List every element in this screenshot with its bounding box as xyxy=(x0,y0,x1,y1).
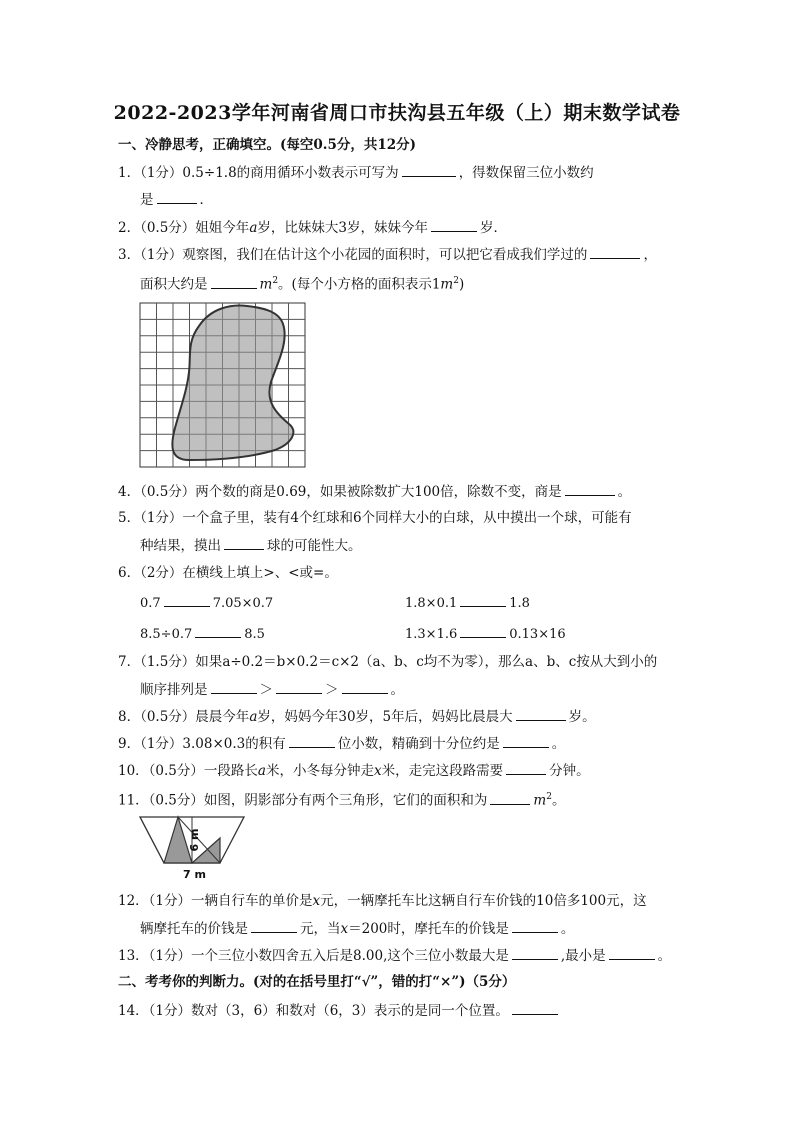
question-5: 5．（1分）一个盒子里，装有4个红球和6个同样大小的白球，从中摸出一个球，可能有 xyxy=(118,510,632,526)
answer-blank[interactable] xyxy=(195,624,241,638)
answer-blank[interactable] xyxy=(609,946,655,960)
answer-blank[interactable] xyxy=(565,482,615,496)
answer-blank[interactable] xyxy=(342,680,388,694)
compare-item: 8.5÷0.7 8.5 xyxy=(140,624,265,644)
answer-blank[interactable] xyxy=(490,791,530,805)
question-13: 13．（1分）一个三位小数四舍五入后是8.00,这个三位小数最大是 ,最小是 。 xyxy=(118,948,672,964)
question-7: 7．（1.5分）如果a÷0.2＝b×0.2＝c×2（a、b、c均不为零），那么a、b、c按从大到小的 xyxy=(118,654,658,670)
answer-blank[interactable] xyxy=(224,536,264,550)
trapezoid-figure xyxy=(138,814,248,882)
question-1-cont: 是 ． xyxy=(140,192,213,208)
section-1-heading: 一、冷静思考，正确填空。(每空0.5分，共12分) xyxy=(118,137,417,153)
question-14: 14．（1分）数对（3，6）和数对（6，3）表示的是同一个位置。 xyxy=(118,1001,561,1020)
question-1: 1．（1分）0.5÷1.8的商用循环小数表示可写为 ，得数保留三位小数约 xyxy=(118,165,594,181)
question-3: 3．（1分）观察图，我们在估计这个小花园的面积时，可以把它看成我们学过的 ， xyxy=(118,247,657,263)
height-label: 6 m xyxy=(188,828,201,852)
question-11: 11．（0.5分）如图，阴影部分有两个三角形，它们的面积和为 $m^2$。 xyxy=(118,792,566,809)
answer-blank[interactable] xyxy=(157,190,197,204)
compare-item: 0.7 7.05×0.7 xyxy=(140,593,273,613)
question-12-cont: 辆摩托车的价钱是 元，当x＝200时，摩托车的价钱是 。 xyxy=(140,921,575,937)
question-9: 9．（1分）3.08×0.3的积有 位小数，精确到十分位约是 。 xyxy=(118,736,566,752)
answer-blank[interactable] xyxy=(512,919,558,933)
answer-blank[interactable] xyxy=(512,946,558,960)
answer-blank[interactable] xyxy=(516,707,566,721)
answer-blank[interactable] xyxy=(276,680,322,694)
compare-item: 1.8×0.1 1.8 xyxy=(405,593,530,613)
question-8: 8．（0.5分）晨晨今年a岁，妈妈今年30岁，5年后，妈妈比晨晨大 岁。 xyxy=(118,709,596,725)
question-6: 6．（2分）在横线上填上>、<或=。 xyxy=(118,565,338,581)
answer-blank[interactable] xyxy=(289,734,335,748)
answer-blank[interactable] xyxy=(512,1001,558,1015)
question-2: 2．（0.5分）姐姐今年a岁，比妹妹大3岁，妹妹今年 岁． xyxy=(118,220,507,236)
question-4: 4．（0.5分）两个数的商是0.69，如果被除数扩大100倍，除数不变，商是 。 xyxy=(118,484,632,500)
answer-blank[interactable] xyxy=(590,245,640,259)
answer-blank[interactable] xyxy=(503,734,549,748)
page-title: 2022-2023学年河南省周口市扶沟县五年级（上）期末数学试卷 xyxy=(113,102,681,124)
answer-blank[interactable] xyxy=(460,624,506,638)
garden-shape xyxy=(172,306,293,460)
question-12: 12．（1分）一辆自行车的单价是x元，一辆摩托车比这辆自行车价钱的10倍多100元，这 xyxy=(118,893,647,909)
answer-blank[interactable] xyxy=(431,218,477,232)
base-label: 7 m xyxy=(183,868,206,881)
compare-item: 1.3×1.6 0.13×16 xyxy=(405,624,566,644)
answer-blank[interactable] xyxy=(211,680,257,694)
answer-blank[interactable] xyxy=(251,919,297,933)
question-7-cont: 顺序排列是 ＞ ＞ 。 xyxy=(140,682,404,698)
question-5-cont: 种结果，摸出 球的可能性大。 xyxy=(140,538,362,554)
question-10: 10．（0.5分）一段路长a米，小冬每分钟走x米，走完这段路需要 分钟。 xyxy=(118,763,590,779)
answer-blank[interactable] xyxy=(211,275,257,289)
answer-blank[interactable] xyxy=(164,593,210,607)
garden-grid-figure xyxy=(139,302,307,468)
section-2-heading: 二、考考你的判断力。(对的在括号里打“√”，错的打“×”)（5分） xyxy=(118,974,516,990)
question-3-cont: 面积大约是 $m^2$。(每个小方格的面积表示$1m^2$) xyxy=(140,276,465,293)
answer-blank[interactable] xyxy=(402,163,456,177)
answer-blank[interactable] xyxy=(460,593,506,607)
answer-blank[interactable] xyxy=(506,761,546,775)
